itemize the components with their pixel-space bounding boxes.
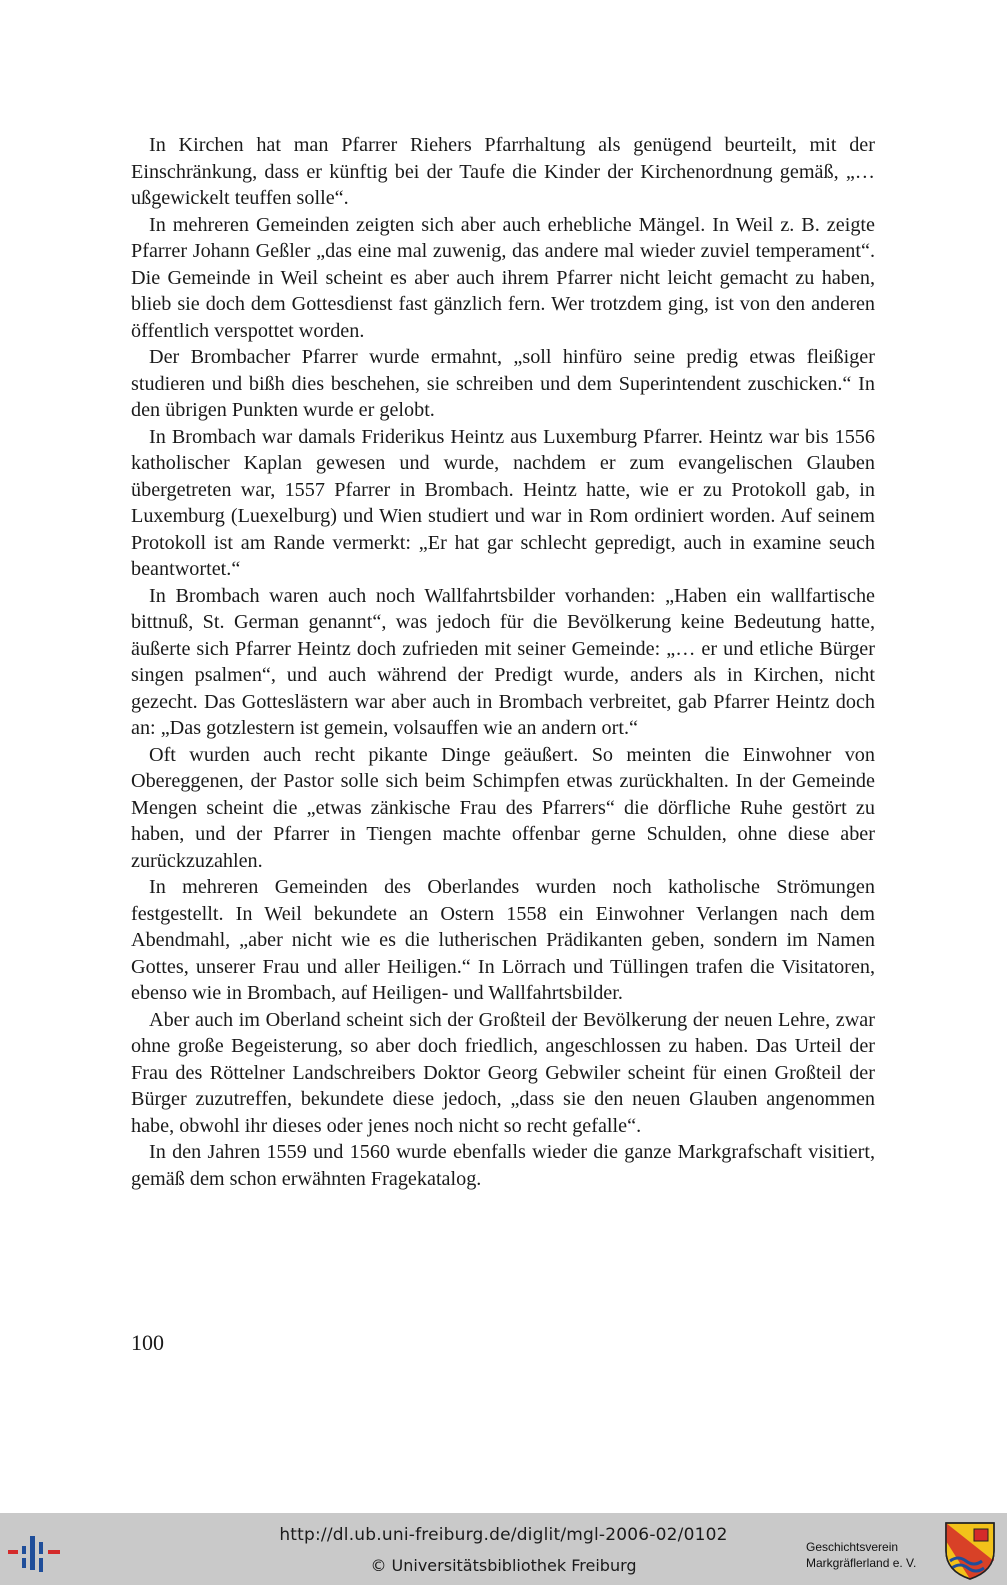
coat-of-arms-icon — [944, 1521, 996, 1581]
paragraph: In Kirchen hat man Pfarrer Riehers Pfarrhaltung als genügend beurteilt, mit der Einschränkung, dass er künftig bei der Taufe die Kinder der Kirchenordnung gemäß, „… ußgewickelt teuffen solle“. — [131, 134, 875, 209]
paragraph: Der Brombacher Pfarrer wurde ermahnt, „soll hinfüro seine predig etwas fleißiger studieren und bißh dies beschehen, sie schreiben und dem Superintendent zuschicken.“ In den übrigen Punkten wurde er gelobt. — [131, 346, 875, 421]
footer-bar — [0, 1513, 1007, 1585]
document-url-link[interactable]: http://dl.ub.uni-freiburg.de/diglit/mgl-2006-02/0102 — [279, 1525, 728, 1545]
society-name-line2: Markgräflerland e. V. — [806, 1556, 917, 1570]
society-name — [806, 1539, 916, 1571]
copyright-text: © Universitätsbibliothek Freiburg — [370, 1556, 637, 1575]
society-name-line1: Geschichtsverein — [806, 1540, 899, 1554]
paragraph: Aber auch im Oberland scheint sich der Großteil der Bevölkerung der neuen Lehre, zwar ohne große Begeisterung, so aber doch friedlich, angeschlossen zu haben. Das Urteil der Frau des Röttelner Landschreibers Doktor Georg Gebwiler scheint für einen Großteil der Bürger zuzutreffen, bekundete diese jedoch, „dass sie den neuen Glauben angenommen habe, obwohl ihr dieses oder jenes noch nicht so recht gefalle“. — [131, 1008, 875, 1137]
paragraph: In mehreren Gemeinden zeigten sich aber auch erhebliche Mängel. In Weil z. B. zeigte Pfarrer Johann Geßler „das eine mal zuwenig, das andere mal wieder zuviel temperament“. Die Gemeinde in Weil scheint es aber auch ihrem Pfarrer nicht leicht gemacht zu haben, blieb sie doch dem Gottesdienst fast gänzlich fern. Wer trotzdem ging, ist von den anderen öffentlich verspottet worden. — [131, 213, 875, 342]
page-number: 100 — [131, 1330, 164, 1355]
paragraph: In den Jahren 1559 und 1560 wurde ebenfalls wieder die ganze Markgrafschaft visitiert, gemäß dem schon erwähnten Fragekatalog. — [131, 1141, 875, 1190]
paragraph: In mehreren Gemeinden des Oberlandes wurden noch katholische Strömungen festgestellt. In Weil bekundete an Ostern 1558 ein Einwohner Verlangen nach dem Abendmahl, „aber nicht wie es die lutherischen Prädikanten geben, sondern im Namen Gottes, unserer Frau und aller Heiligen.“ In Lörrach und Tüllingen trafen die Visitatoren, ebenso wie in Brombach, auf Heiligen- und Wallfahrtsbilder. — [131, 876, 875, 1004]
paragraph: In Brombach war damals Friderikus Heintz aus Luxemburg Pfarrer. Heintz war bis 1556 katholischer Kaplan gewesen und wurde, nachdem er zum evangelischen Glauben übergetreten war, 1557 Pfarrer in Brombach. Heintz hatte, wie er zu Protokoll gab, in Luxemburg (Luexelburg) und Wien studiert und war in Rom ordiniert worden. Auf seinem Protokoll ist am Rande vermerkt: „Er hat gar schlecht gepredigt, auch in examine seuch beantwortet.“ — [131, 425, 875, 580]
paragraph: Oft wurden auch recht pikante Dinge geäußert. So meinten die Einwohner von Obereggenen, der Pastor solle sich beim Schimpfen etwas zurückhalten. In der Gemeinde Mengen scheint die „etwas zänkische Frau des Pfarrers“ die dörfliche Ruhe gestört zu haben, und der Pfarrer in Tiengen machte offenbar gerne Schulden, ohne diese aber zurückzuzahlen. — [131, 743, 875, 872]
paragraph: In Brombach waren auch noch Wallfahrtsbilder vorhanden: „Haben ein wallfartische bittnuß, St. German genannt“, was jedoch für die Bevölkerung keine Bedeutung hatte, äußerte sich Pfarrer Heintz doch zufrieden mit seiner Gemeinde: „… er und etliche Bürger singen psalmen“, und auch während der Predigt wurde, anders als in Kirchen, nicht gezecht. Das Gotteslästern war aber auch in Brombach verbreitet, gab Pfarrer Heintz doch an: „Das gotzlestern ist gemein, volsauffen wie an andern ort.“ — [131, 584, 875, 739]
document-body — [131, 132, 875, 1192]
